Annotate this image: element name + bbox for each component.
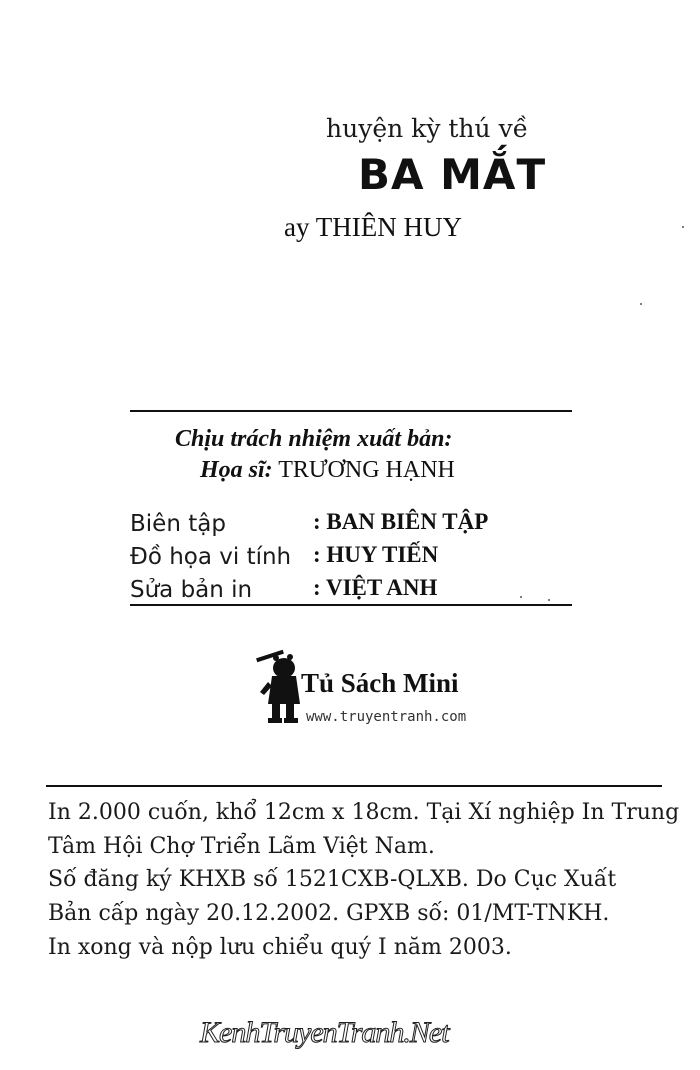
author-line: ay THIÊN HUY [284, 212, 462, 242]
print-line: Bản cấp ngày 20.12.2002. GPXB số: 01/MT-TNKH. [48, 901, 610, 926]
logo-name: Tủ Sách Mini [301, 668, 459, 698]
speck [640, 303, 642, 305]
credit-role: Đồ họa vi tính [130, 544, 292, 570]
print-line: In 2.000 cuốn, khổ 12cm x 18cm. Tại Xí nghiệp In Trung [48, 800, 680, 825]
speck [682, 226, 684, 228]
artist-line [200, 457, 455, 484]
artist-label: Họa sĩ: [200, 457, 273, 483]
logo-url: www.truyentranh.com [306, 709, 467, 725]
print-line: Số đăng ký KHXB số 1521CXB-QLXB. Do Cục Xuất [48, 867, 617, 892]
chibi-warrior-silhouette-icon [254, 648, 304, 726]
top-rule [130, 410, 572, 412]
print-line: Tâm Hội Chợ Triển Lãm Việt Nam. [48, 834, 435, 859]
credit-name: : VIỆT ANH [313, 575, 438, 600]
credit-name: : HUY TIẾN [313, 542, 439, 567]
credit-role: Sửa bản in [130, 577, 253, 603]
responsibility-label: Chịu trách nhiệm xuất bản: [175, 426, 453, 452]
watermark: KenhTruyenTranh.Net [200, 1016, 449, 1049]
speck [520, 596, 522, 598]
print-line: In xong và nộp lưu chiểu quý I năm 2003. [48, 935, 512, 960]
series-line: huyện kỳ thú về [326, 114, 529, 143]
book-title: BA MẮT [358, 150, 547, 199]
speck [548, 599, 550, 601]
credit-role: Biên tập [130, 511, 226, 537]
credit-name: : BAN BIÊN TẬP [313, 509, 489, 534]
lower-rule [46, 785, 662, 787]
artist-name: TRƯƠNG HẠNH [278, 457, 455, 483]
middle-rule [130, 604, 572, 606]
